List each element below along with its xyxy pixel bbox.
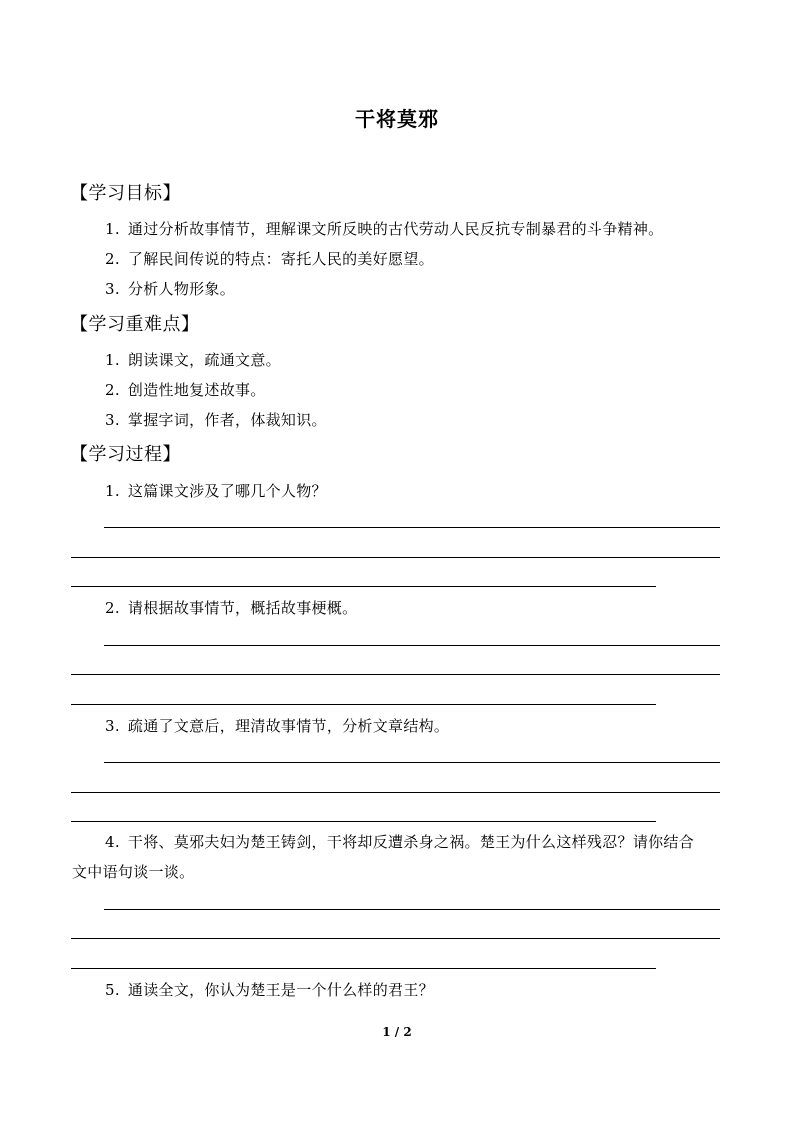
list-item [105,218,663,239]
question-number: 2. [105,599,120,617]
item-text: 掌握字词，作者，体裁知识。 [127,411,327,429]
question-text: 通读全文，你认为楚王是一个什么样的君王？ [127,981,434,999]
item-number: 1. [105,220,120,238]
answer-line[interactable] [71,792,720,793]
answer-line[interactable] [71,586,656,587]
list-item [105,379,266,400]
page-title: 干将莫邪 [355,107,439,131]
question-number: 4. [105,833,120,851]
question-item [105,715,449,736]
page-number: 1 / 2 [382,1025,412,1039]
question-item [105,979,434,1000]
answer-line[interactable] [104,762,720,763]
item-number: 3. [105,280,120,298]
list-item [105,349,281,370]
answer-line[interactable] [104,645,720,646]
section-heading-process: 【学习过程】 [70,444,181,465]
question-item [105,831,694,852]
item-text: 了解民间传说的特点：寄托人民的美好愿望。 [127,250,434,268]
section-heading-key-points: 【学习重难点】 [70,314,200,335]
question-number: 3. [105,717,120,735]
item-text: 通过分析故事情节，理解课文所反映的古代劳动人民反抗专制暴君的斗争精神。 [127,220,664,238]
item-number: 1. [105,351,120,369]
question-item [105,597,357,618]
item-number: 3. [105,411,120,429]
item-text: 朗读课文，疏通文意。 [127,351,281,369]
section-heading-goals: 【学习目标】 [70,183,181,204]
item-number: 2. [105,250,120,268]
question-text-continued: 文中语句谈一谈。 [72,863,195,881]
answer-line[interactable] [71,821,656,822]
list-item [105,409,327,430]
question-text: 请根据故事情节，概括故事梗概。 [127,599,358,617]
question-number: 5. [105,981,120,999]
question-text: 干将、莫邪夫妇为楚王铸剑，干将却反遭杀身之祸。楚王为什么这样残忍？请你结合 [127,833,695,851]
item-text: 创造性地复述故事。 [127,381,266,399]
question-text: 这篇课文涉及了哪几个人物？ [127,482,327,500]
list-item [105,278,235,299]
question-item [105,480,327,501]
answer-line[interactable] [71,704,656,705]
answer-line[interactable] [104,527,720,528]
question-number: 1. [105,482,120,500]
answer-line[interactable] [71,674,720,675]
answer-line[interactable] [71,968,656,969]
list-item [105,248,434,269]
answer-line[interactable] [104,909,720,910]
answer-line[interactable] [71,557,720,558]
item-text: 分析人物形象。 [127,280,236,298]
item-number: 2. [105,381,120,399]
answer-line[interactable] [71,938,720,939]
question-text: 疏通了文意后，理清故事情节，分析文章结构。 [127,717,450,735]
